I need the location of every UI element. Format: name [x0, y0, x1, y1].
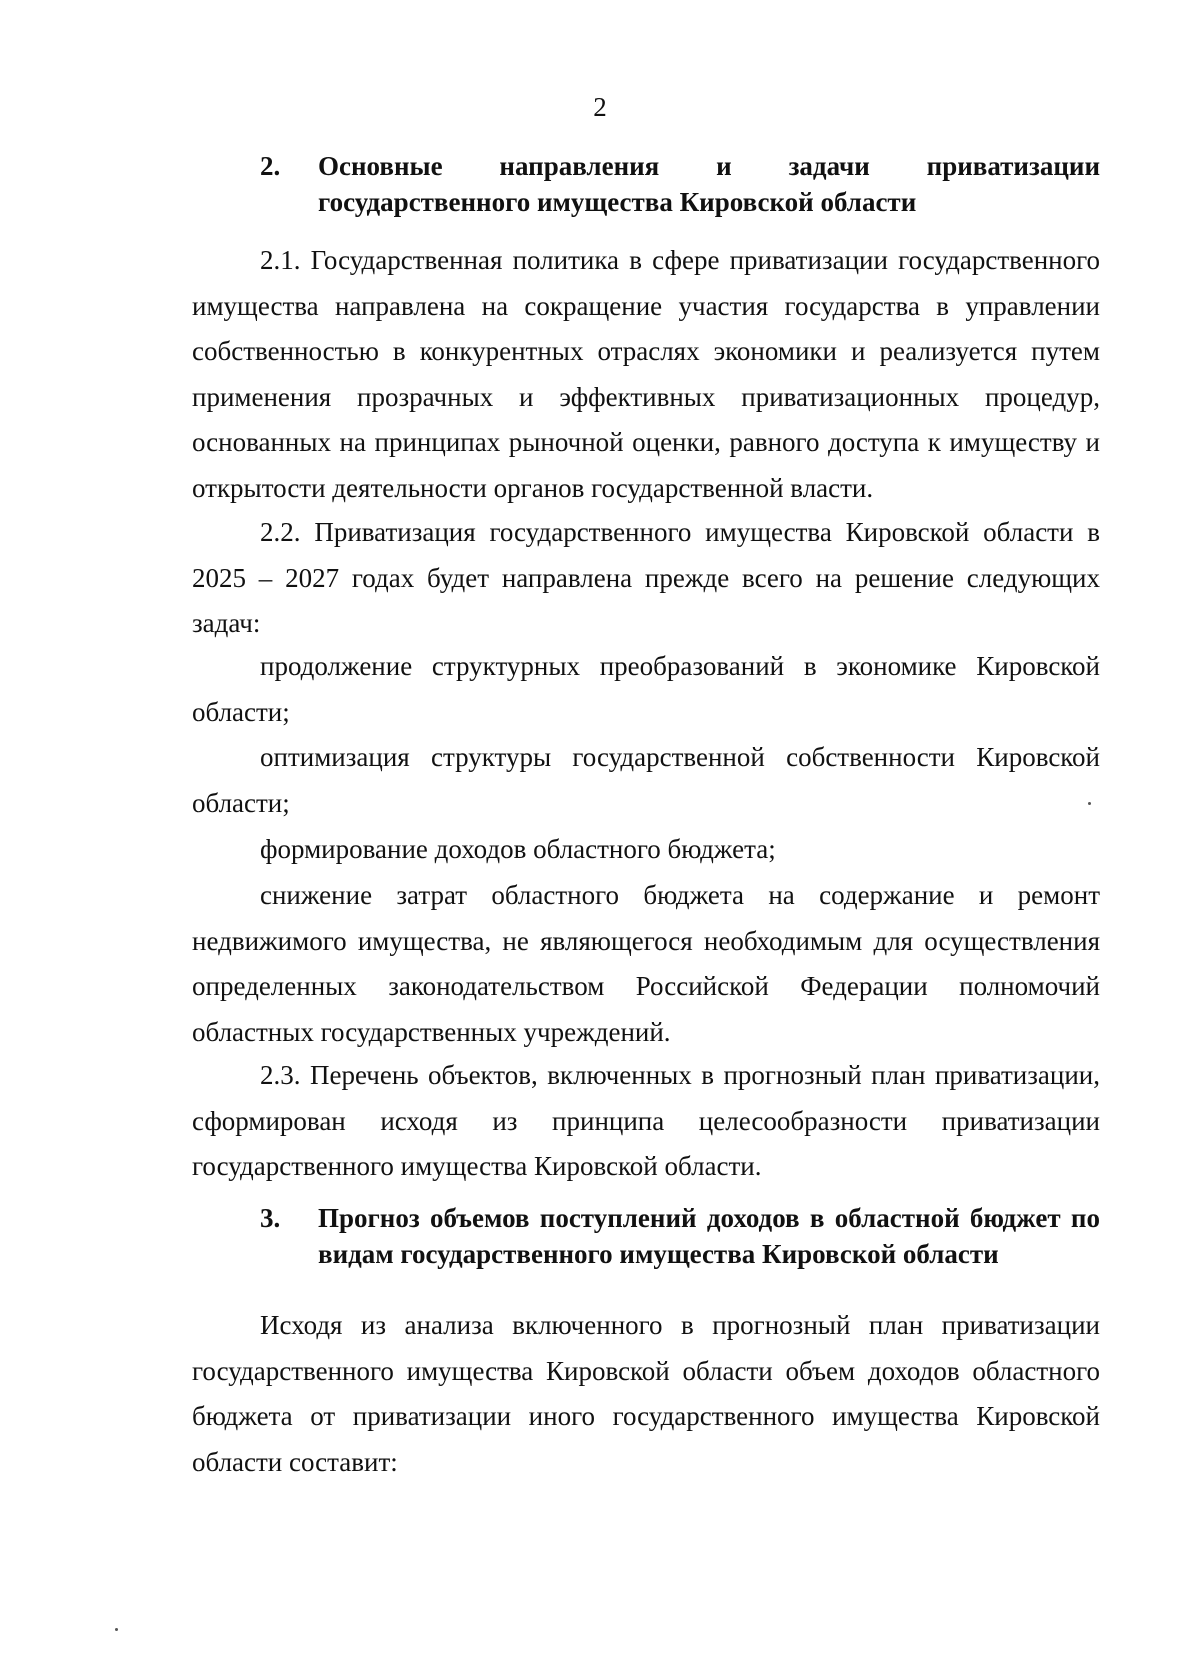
- section-3-title-line2: видам государственного имущества Кировской области: [318, 1239, 999, 1269]
- section-2-title-line1: Основные направления и задачи приватизации: [318, 151, 1100, 181]
- scan-speck: [115, 1628, 118, 1631]
- task-item-2: оптимизация структуры государственной собственности Кировской области;: [192, 742, 1100, 818]
- task-item-3: формирование доходов областного бюджета;: [260, 834, 776, 864]
- section-2-title-line2: государственного имущества Кировской области: [318, 187, 917, 217]
- scan-speck: [1088, 802, 1091, 805]
- paragraph-2-2: 2.2. Приватизация государственного имущества Кировской области в 2025 – 2027 годах будет направлена прежде всего на решение следующих задач:: [192, 517, 1100, 638]
- task-item-4: снижение затрат областного бюджета на содержание и ремонт недвижимого имущества, не являющегося необходимым для осуществления определенных законодательством Российской Федерации полномочий областных государственных учреждений.: [192, 880, 1100, 1047]
- section-3-number: 3.: [260, 1203, 281, 1233]
- section-3-title-line1: Прогноз объемов поступлений доходов в областной бюджет по: [318, 1203, 1100, 1233]
- section-2-number: 2.: [260, 151, 281, 181]
- paragraph-2-1: 2.1. Государственная политика в сфере приватизации государственного имущества направлена на сокращение участия государства в управлении собственностью в конкурентных отраслях экономики и реализуется путем применения прозрачных и эффективных приватизационных процедур, основанных на принципах рыночной оценки, равного доступа к имуществу и открытости деятельности органов государственной власти.: [192, 245, 1100, 503]
- page-number: 2: [593, 92, 607, 122]
- section-2-heading: [260, 148, 1100, 220]
- paragraph-2-3: 2.3. Перечень объектов, включенных в прогнозный план приватизации, сформирован исходя из принципа целесообразности приватизации государственного имущества Кировской области.: [192, 1060, 1100, 1181]
- paragraph-3: Исходя из анализа включенного в прогнозный план приватизации государственного имущества Кировской области объем доходов областного бюджета от приватизации иного государственного имущества Кировской области составит:: [192, 1310, 1100, 1477]
- task-item-1: продолжение структурных преобразований в экономике Кировской области;: [192, 651, 1100, 727]
- section-3-heading: [260, 1200, 1100, 1272]
